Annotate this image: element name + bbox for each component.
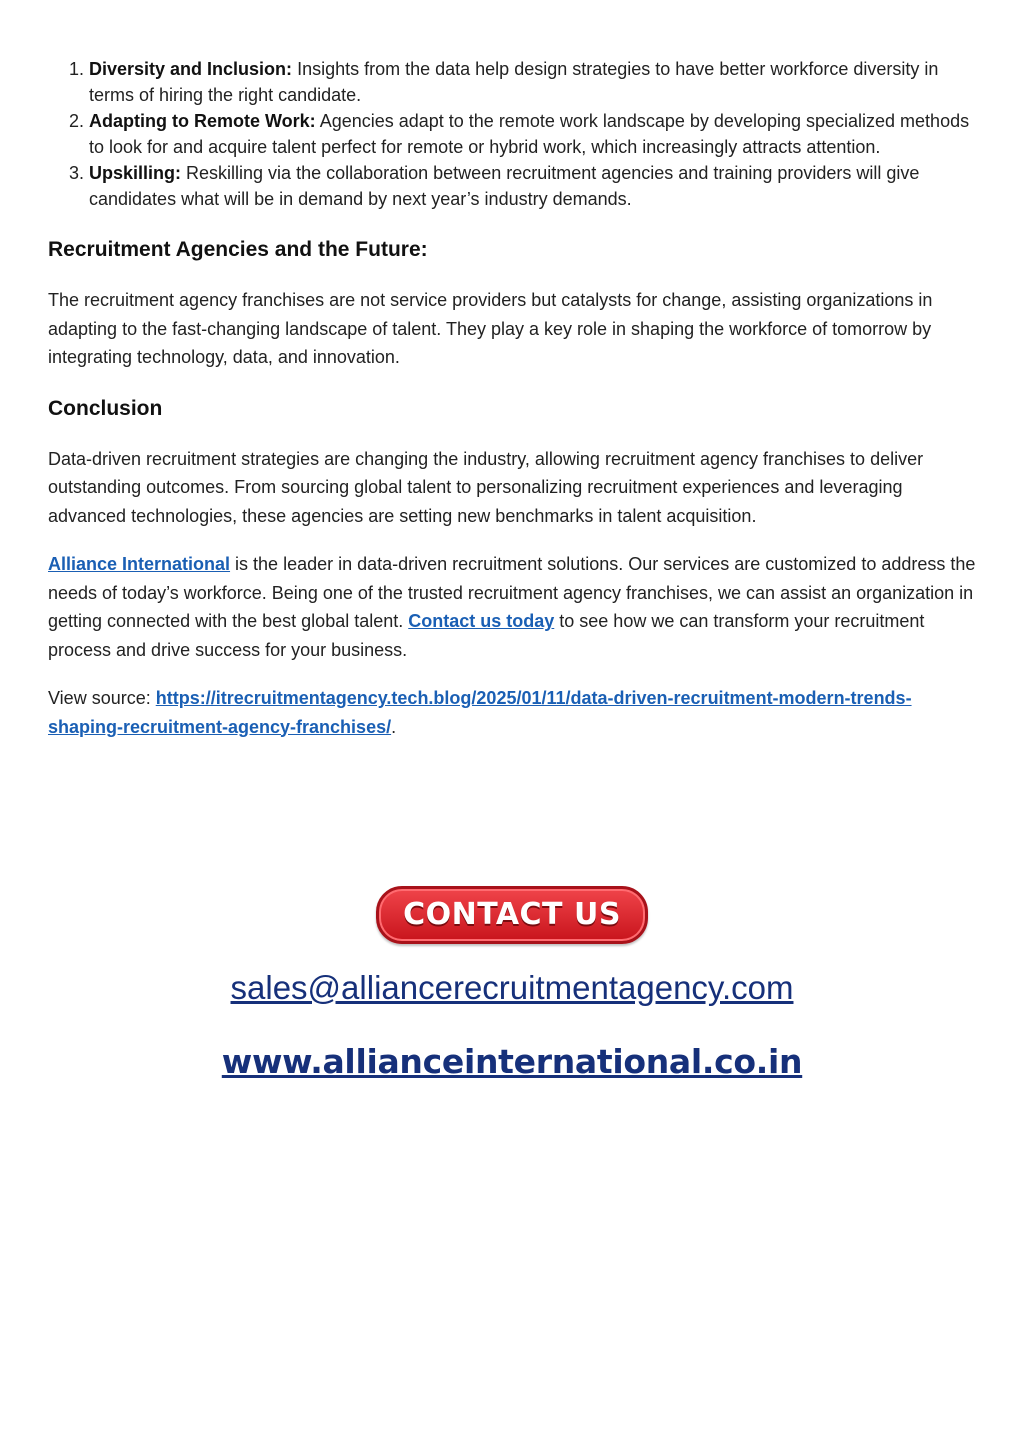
list-item-text: Agencies adapt to the remote work landscape by developing specialized methods to look for and acquire talent perfect for remote or hybrid work, which increasingly attracts attention.	[89, 111, 970, 157]
list-item	[89, 56, 978, 108]
trends-list	[48, 56, 978, 212]
contact-us-button[interactable]: CONTACT US	[376, 886, 648, 944]
future-heading: Recruitment Agencies and the Future:	[48, 238, 428, 261]
alliance-text-1: is the leader in data-driven recruitment solutions. Our services are customized to address the needs of today’s workforce. Being one of the trusted recruitment agency franchises, we can assist an organization in getting connected with the best global talent.	[48, 554, 976, 631]
source-label: View source:	[48, 688, 156, 708]
contact-section	[0, 886, 1024, 944]
document-page	[48, 56, 978, 741]
list-item	[89, 108, 978, 160]
source-paragraph	[48, 684, 978, 741]
list-item-text: Insights from the data help design strategies to have better workforce diversity in terms of hiring the right candidate.	[89, 59, 939, 105]
contact-email-link[interactable]: sales@alliancerecruitmentagency.com	[230, 969, 794, 1006]
alliance-paragraph	[48, 550, 978, 664]
alliance-text-2: to see how we can transform your recruitment process and drive success for your business.	[48, 611, 925, 660]
list-item-title: Diversity and Inclusion:	[89, 59, 293, 79]
contact-us-today-link[interactable]: Contact us today	[408, 611, 555, 631]
list-item-title: Upskilling:	[89, 163, 182, 183]
source-url-link[interactable]: https://itrecruitmentagency.tech.blog/2025/01/11/data-driven-recruitment-modern-trends-shaping-recruitment-agency-franchises/	[48, 688, 912, 737]
list-item	[89, 160, 978, 212]
source-trailing: .	[391, 716, 397, 737]
list-item-title: Adapting to Remote Work:	[89, 111, 316, 131]
list-item-text: Reskilling via the collaboration between recruitment agencies and training providers will give candidates what will be in demand by next year’s industry demands.	[89, 163, 920, 209]
conclusion-paragraph: Data-driven recruitment strategies are changing the industry, allowing recruitment agency franchises to deliver outstanding outcomes. From sourcing global talent to personalizing recruitment experiences and leveraging advanced technologies, these agencies are setting new benchmarks in talent acquisition.	[48, 448, 924, 526]
conclusion-heading: Conclusion	[48, 396, 163, 420]
website-link[interactable]: www.allianceinternational.co.in	[221, 1042, 803, 1081]
alliance-international-link[interactable]: Alliance International	[48, 554, 231, 574]
future-paragraph: The recruitment agency franchises are not service providers but catalysts for change, assisting organizations in adapting to the fast-changing landscape of talent. They play a key role in shaping the workforce of tomorrow by integrating technology, data, and innovation.	[48, 290, 933, 367]
